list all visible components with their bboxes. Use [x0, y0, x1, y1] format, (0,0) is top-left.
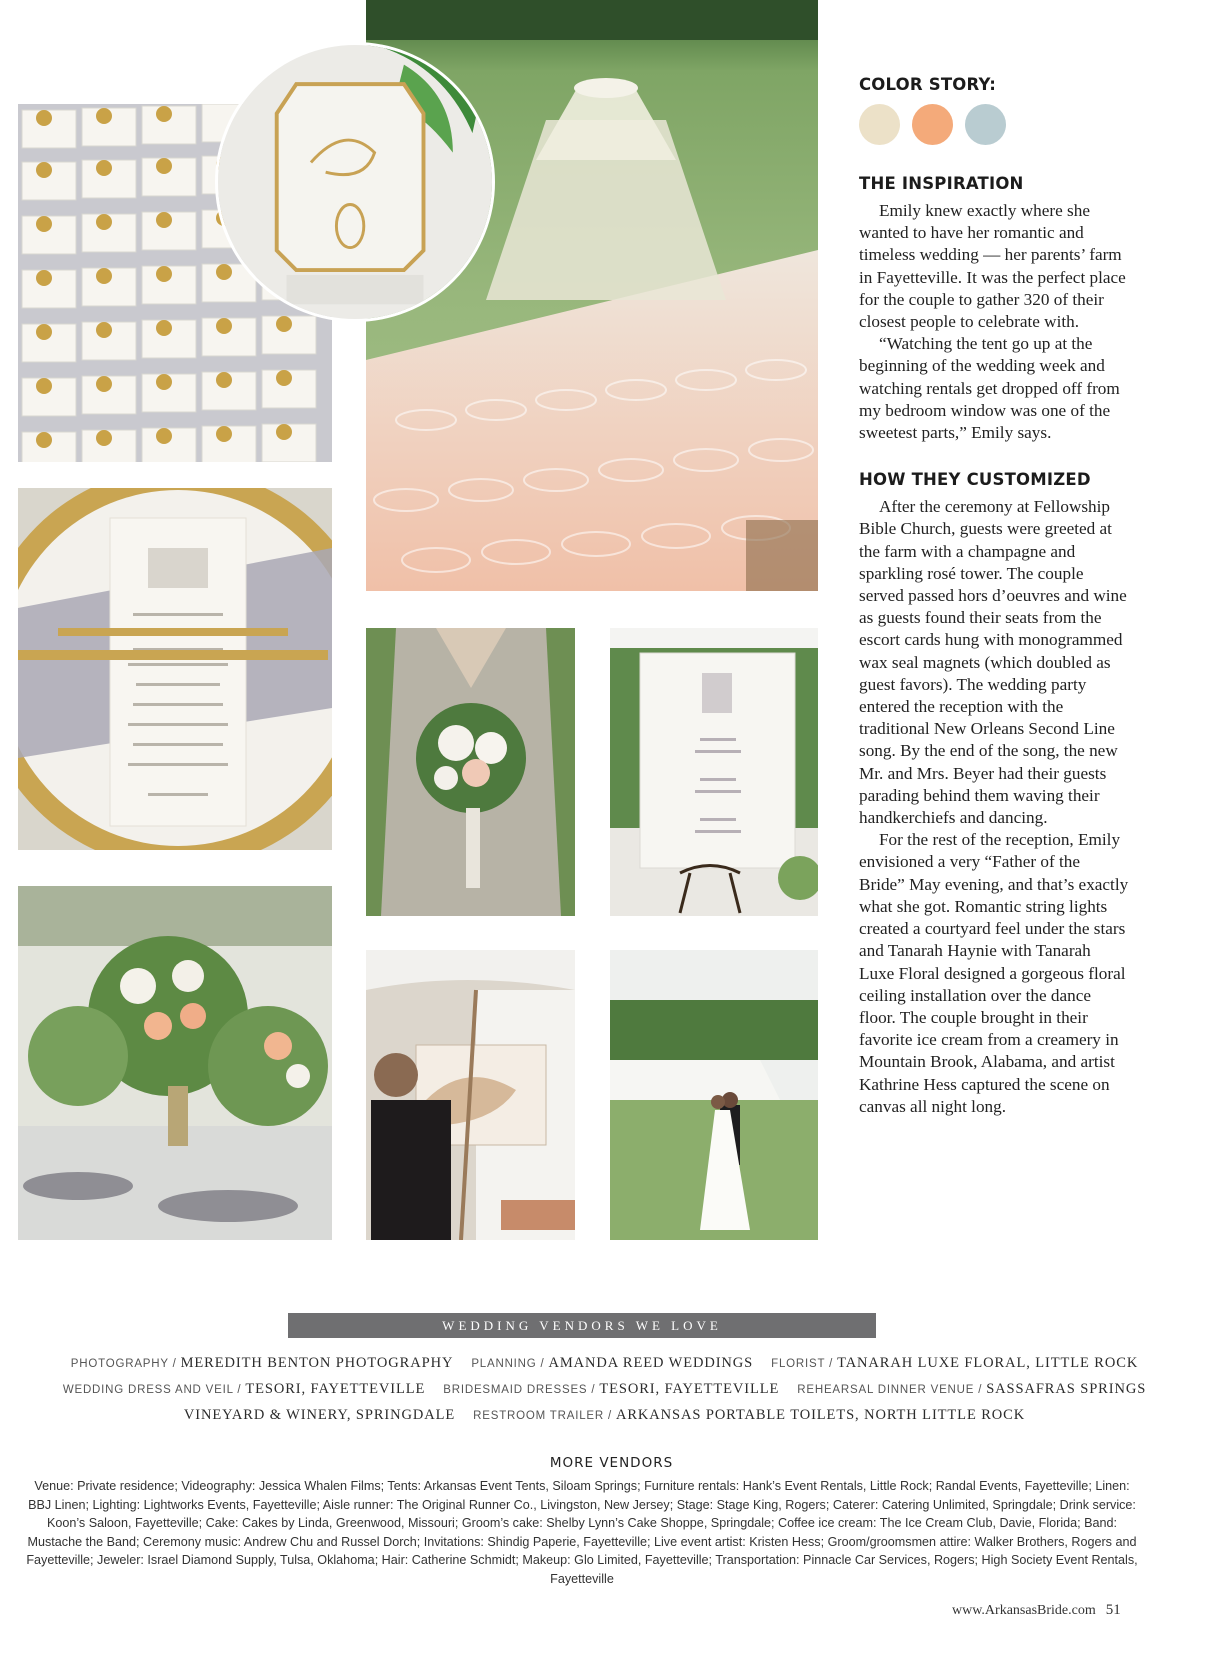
inspiration-body	[859, 200, 1129, 444]
vendor-label: PHOTOGRAPHY /	[70, 1358, 181, 1370]
vendor-label: FLORIST /	[771, 1358, 838, 1370]
vendor-name: MEREDITH BENTON PHOTOGRAPHY	[180, 1355, 454, 1371]
inspiration-heading: THE INSPIRATION	[859, 174, 1024, 193]
vendor-label: REHEARSAL DINNER VENUE /	[797, 1384, 987, 1396]
vendor-name: ARKANSAS PORTABLE TOILETS, NORTH LITTLE ROCK	[615, 1407, 1026, 1423]
vendor-name: TESORI, FAYETTEVILLE	[599, 1381, 780, 1397]
vendors-bar-title: WEDDING VENDORS WE LOVE	[288, 1313, 876, 1338]
vendor-line	[20, 1402, 1203, 1428]
inspiration-paragraph: “Watching the tent go up at the beginning of the wedding week and watching rentals get dropped off from my bedroom window was one of the sweetest parts,” Emily says.	[859, 334, 1120, 443]
table-number-photo	[215, 42, 495, 322]
page-footer	[952, 1602, 1121, 1619]
customized-heading: HOW THEY CUSTOMIZED	[859, 470, 1091, 490]
color-swatch-cream	[859, 104, 900, 145]
welcome-sign-photo	[610, 628, 818, 916]
vendor-label: BRIDESMAID DRESSES /	[443, 1384, 600, 1396]
bridesmaid-bouquet-photo	[366, 628, 575, 916]
customized-body	[859, 496, 1129, 1118]
vendor-name: SASSAFRAS SPRINGS	[986, 1381, 1147, 1397]
vendor-name: AMANDA REED WEDDINGS	[548, 1355, 754, 1371]
customized-paragraph: After the ceremony at Fellowship Bible Church, guests were greeted at the farm with a champagne and sparkling rosé tower. The couple served passed hors d’oeuvres and wine as guests found their seats from the escort cards hung with monogrammed wax seal magnets (which doubled as guest favors). The wedding party entered the reception with the traditional New Orleans Second Line song. By the end of the song, the new Mr. and Mrs. Beyer had their guests parading behind them waving their handkerchiefs and dancing.	[859, 497, 1127, 828]
color-swatch-peach	[912, 104, 953, 145]
color-story-heading: COLOR STORY:	[859, 75, 997, 94]
inspiration-paragraph: Emily knew exactly where she wanted to have her romantic and timeless wedding — her parents’ farm in Fayetteville. It was the perfect place for the couple to gather 320 of their closest people to celebrate with.	[859, 201, 1126, 332]
vendor-label: PLANNING /	[471, 1358, 549, 1370]
customized-paragraph: For the rest of the reception, Emily envisioned a very “Father of the Bride” May evening, and that’s exactly what she got. Romantic string lights created a courtyard feel under the stars and Tanarah Haynie with Tanarah Luxe Floral designed a gorgeous floral ceiling installation over the dance floor. The couple brought in their favorite ice cream from a creamery in Mountain Brook, Alabama, and artist Kathrine Hess captured the scene on canvas all night long.	[859, 830, 1129, 1116]
vendor-line	[20, 1350, 1203, 1376]
vendor-label: RESTROOM TRAILER /	[473, 1410, 616, 1422]
more-vendors-title: MORE VENDORS	[549, 1455, 674, 1471]
live-painter-photo	[366, 950, 575, 1240]
vendor-name: TANARAH LUXE FLORAL, LITTLE ROCK	[837, 1355, 1139, 1371]
website-link[interactable]: www.ArkansasBride.com	[952, 1603, 1096, 1618]
more-vendors-text: Venue: Private residence; Videography: Jessica Whalen Films; Tents: Arkansas Event Tents, Siloam Springs; Furniture rentals: Hank’s Event Rentals, Little Rock; Randal Events, Fayetteville; Linen: BBJ Linen; Lighting: Lightworks Events, Fayetteville; Aisle runner: The Original Runner Co., Livingston, New Jersey; Stage: Stage King, Rogers; Caterer: Catering Unlimited, Springdale; Drink service: Koon’s Saloon, Fayetteville; Cake: Cakes by Linda, Greenwood, Missouri; Groom’s cake: Shelby Lynn’s Cake Shoppe, Springdale; Coffee ice cream: The Ice Cream Club, Davie, Florida; Band: Mustache the Band; Ceremony music: Andrew Chu and Russel Dorch; Invitations: Shindig Paperie, Fayetteville; Live event artist: Kristen Hess; Groom/groomsmen attire: Walker Brothers, Rogers and Fayetteville; Jeweler: Israel Diamond Supply, Tulsa, Oklahoma; Hair: Catherine Schmidt; Makeup: Glo Limited, Fayetteville; Transportation: Pinnacle Car Services, Rogers; High Society Event Rentals, Fayetteville	[26, 1479, 1138, 1586]
page-number: 51	[1105, 1602, 1121, 1618]
vendor-name: VINEYARD & WINERY, SPRINGDALE	[183, 1407, 456, 1423]
sidebar-story	[859, 75, 1129, 1118]
menu-place-setting-photo	[18, 488, 332, 850]
centerpiece-florals-photo	[18, 886, 332, 1240]
vendor-line	[20, 1376, 1203, 1402]
vendor-label: WEDDING DRESS AND VEIL /	[62, 1384, 246, 1396]
color-swatch-blue	[965, 104, 1006, 145]
couple-lawn-photo	[610, 950, 818, 1240]
vendor-name: TESORI, FAYETTEVILLE	[245, 1381, 426, 1397]
vendor-list	[20, 1350, 1203, 1428]
color-swatches	[859, 104, 1129, 145]
